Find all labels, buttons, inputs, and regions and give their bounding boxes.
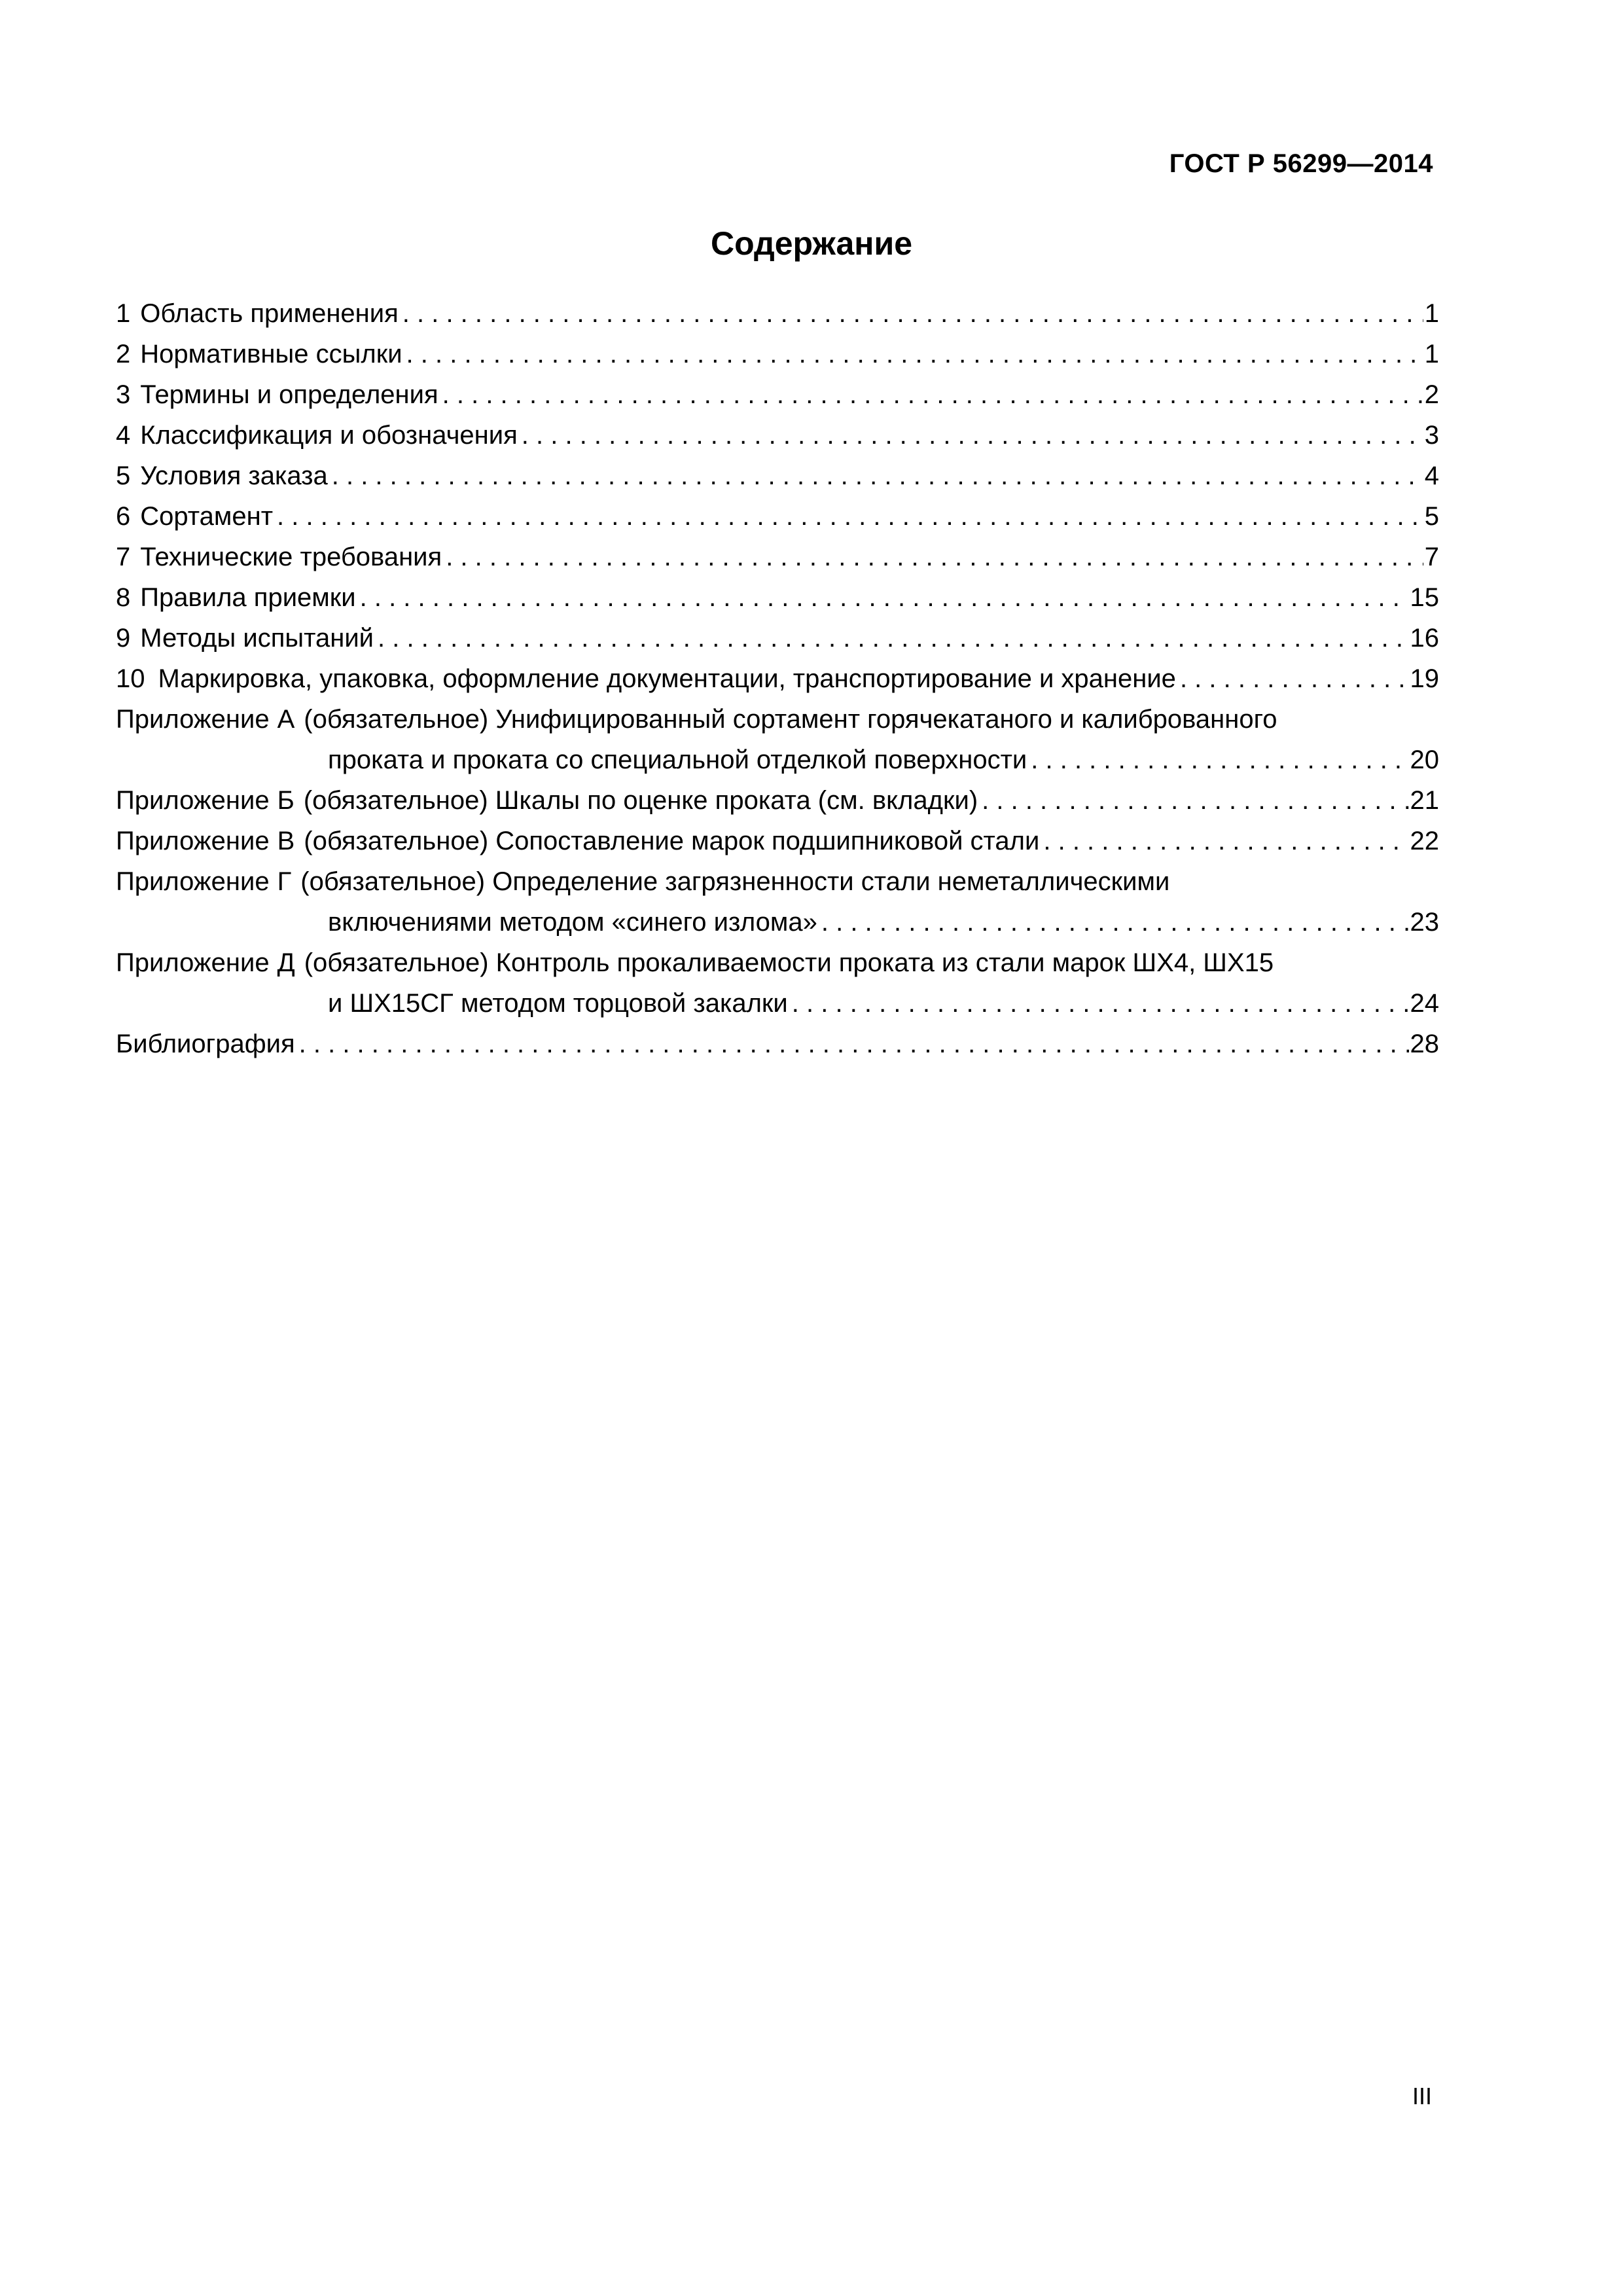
page-reference: 21 — [1410, 786, 1439, 815]
section-title: Маркировка, упаковка, оформление документации, транспортирование и хранение — [158, 664, 1176, 693]
appendix-title-line-2: проката и проката со специальной отделкой поверхности — [328, 745, 1027, 774]
dot-leader — [522, 415, 1423, 456]
toc-entry-appendix-a[interactable] — [116, 699, 1439, 780]
section-title: Нормативные ссылки — [140, 340, 402, 368]
page-reference: 1 — [1424, 340, 1439, 368]
toc-entry-appendix-d[interactable] — [116, 942, 1439, 1024]
toc-entry-section-4[interactable] — [116, 415, 1439, 456]
page-reference: 1 — [1424, 299, 1439, 328]
section-number: 10 — [116, 664, 145, 693]
dot-leader — [406, 334, 1423, 374]
dot-leader — [402, 293, 1423, 334]
toc-entry-section-7[interactable] — [116, 537, 1439, 577]
toc-entry-section-1[interactable] — [116, 293, 1439, 334]
page-reference: 16 — [1410, 624, 1439, 653]
appendix-letter: Г — [277, 867, 292, 896]
appendix-label: Приложение — [116, 705, 270, 734]
section-number: 9 — [116, 624, 131, 653]
toc-entry-section-5[interactable] — [116, 456, 1439, 496]
appendix-label: Приложение — [116, 827, 270, 855]
section-number: 2 — [116, 340, 131, 368]
toc-entry-appendix-g[interactable] — [116, 861, 1439, 942]
toc-entry-section-9[interactable] — [116, 618, 1439, 658]
dot-leader — [1043, 821, 1408, 861]
page-reference: 4 — [1424, 461, 1439, 490]
page-number: III — [1412, 2083, 1432, 2109]
section-number: 1 — [116, 299, 131, 328]
toc-entry-appendix-b[interactable] — [116, 780, 1439, 821]
toc-title: Содержание — [710, 225, 913, 262]
bibliography-title: Библиография — [116, 1030, 295, 1058]
appendix-continuation-line — [116, 983, 1439, 1024]
appendix-title-line-1: (обязательное) Шкалы по оценке проката (см. вкладки) — [303, 786, 978, 815]
appendix-first-line — [116, 861, 1439, 902]
appendix-letter: В — [277, 827, 295, 855]
section-title: Методы испытаний — [140, 624, 374, 653]
table-of-contents — [116, 293, 1439, 1064]
dot-leader — [277, 496, 1423, 537]
page-reference: 20 — [1410, 745, 1439, 774]
dot-leader — [442, 374, 1423, 415]
section-number: 6 — [116, 502, 131, 531]
page-reference: 2 — [1424, 380, 1439, 409]
appendix-label: Приложение — [116, 867, 270, 896]
appendix-letter: Б — [277, 786, 294, 815]
dot-leader — [982, 780, 1408, 821]
appendix-title-line-2: включениями методом «синего излома» — [328, 908, 817, 937]
section-title: Технические требования — [140, 543, 442, 571]
section-number: 8 — [116, 583, 131, 612]
document-code: ГОСТ Р 56299—2014 — [1169, 149, 1433, 178]
page-reference: 24 — [1410, 989, 1439, 1018]
appendix-letter: А — [277, 705, 295, 734]
appendix-title-line-2: и ШХ15СГ методом торцовой закалки — [328, 989, 788, 1018]
dot-leader — [378, 618, 1408, 658]
toc-entry-section-8[interactable] — [116, 577, 1439, 618]
dot-leader — [446, 537, 1423, 577]
section-number: 7 — [116, 543, 131, 571]
section-title: Область применения — [140, 299, 399, 328]
toc-entry-section-6[interactable] — [116, 496, 1439, 537]
appendix-title-line-1: (обязательное) Сопоставление марок подшипниковой стали — [304, 827, 1040, 855]
dot-leader — [360, 577, 1409, 618]
appendix-continuation-line — [116, 902, 1439, 942]
appendix-title-line-1: (обязательное) Контроль прокаливаемости проката из стали марок ШХ4, ШХ15 — [304, 948, 1274, 977]
page-reference: 15 — [1410, 583, 1439, 612]
section-title: Сортамент — [140, 502, 274, 531]
toc-entry-appendix-v[interactable] — [116, 821, 1439, 861]
dot-leader — [299, 1024, 1409, 1064]
section-title: Классификация и обозначения — [140, 421, 518, 450]
appendix-first-line — [116, 942, 1439, 983]
appendix-label: Приложение — [116, 786, 270, 815]
toc-entry-section-3[interactable] — [116, 374, 1439, 415]
appendix-first-line — [116, 699, 1439, 740]
appendix-title-line-1: (обязательное) Унифицированный сортамент горячекатаного и калиброванного — [304, 705, 1277, 734]
page-reference: 22 — [1410, 827, 1439, 855]
appendix-label: Приложение — [116, 948, 270, 977]
dot-leader — [332, 456, 1423, 496]
page-reference: 19 — [1410, 664, 1439, 693]
appendix-first-line — [116, 780, 978, 821]
page-reference: 7 — [1424, 543, 1439, 571]
page-reference: 3 — [1424, 421, 1439, 450]
toc-entry-section-2[interactable] — [116, 334, 1439, 374]
page-reference: 28 — [1410, 1030, 1439, 1058]
toc-entry-bibliography[interactable] — [116, 1024, 1439, 1064]
appendix-letter: Д — [277, 948, 295, 977]
section-title: Правила приемки — [140, 583, 356, 612]
appendix-title-line-1: (обязательное) Определение загрязненности стали неметаллическими — [300, 867, 1170, 896]
page-reference: 23 — [1410, 908, 1439, 937]
toc-entry-section-10[interactable] — [116, 658, 1439, 699]
appendix-continuation-line — [116, 740, 1439, 780]
dot-leader — [1031, 740, 1408, 780]
appendix-first-line — [116, 821, 1039, 861]
dot-leader — [792, 983, 1409, 1024]
dot-leader — [1180, 658, 1409, 699]
section-number: 3 — [116, 380, 131, 409]
section-number: 5 — [116, 461, 131, 490]
section-title: Термины и определения — [140, 380, 438, 409]
dot-leader — [821, 902, 1409, 942]
section-title: Условия заказа — [140, 461, 328, 490]
section-number: 4 — [116, 421, 131, 450]
page-reference: 5 — [1424, 502, 1439, 531]
